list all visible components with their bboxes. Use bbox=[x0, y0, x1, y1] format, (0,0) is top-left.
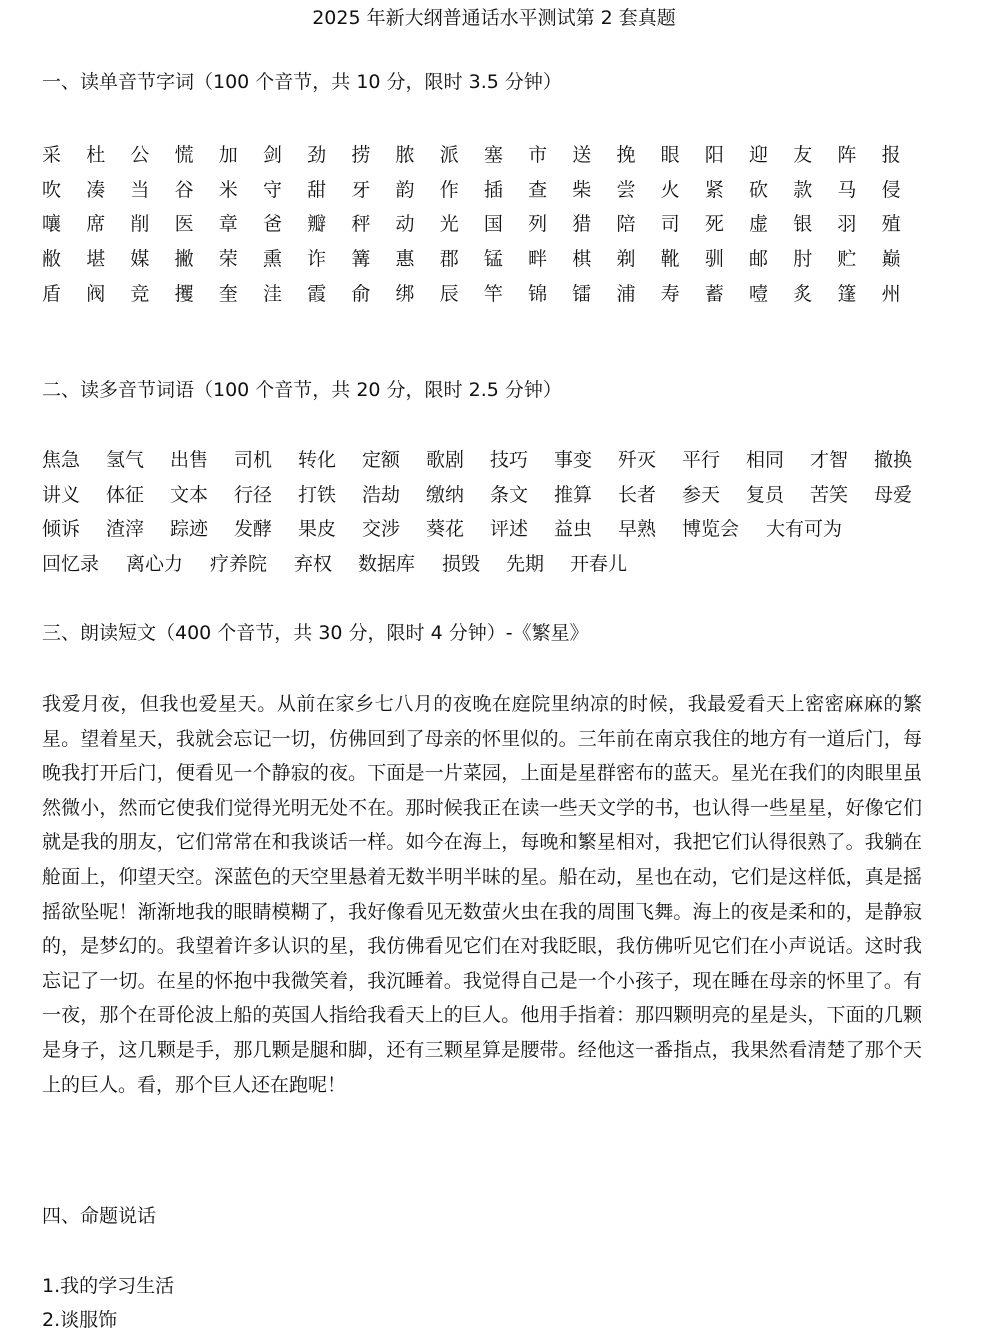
section3-heading: 三、朗读短文（400 个音节，共 30 分，限时 4 分钟）-《繁星》 bbox=[42, 622, 589, 644]
char-item: 郡 bbox=[439, 248, 459, 271]
reading-passage: 我爱月夜，但我也爱星天。从前在家乡七八月的夜晚在庭院里纳凉的时候，我最爱看天上密密麻麻的繁星。望着星天，我就会忘记一切，仿佛回到了母亲的怀里似的。三年前在南京我住的地方有一道后门，每晚我打开后门，便看见一个静寂的夜。下面是一片菜园，上面是星群密布的蓝天。星光在我们的肉眼里虽然微小，然而它使我们觉得光明无处不在。那时候我正在读一些天文学的书，也认得一些星星，好像它们就是我的朋友，它们常常在和我谈话一样。如今在海上，每晚和繁星相对，我把它们认得很熟了。我躺在舱面上，仰望天空。深蓝色的天空里悬着无数半明半昧的星。船在动，星也在动，它们是这样低，真是摇摇欲坠呢！渐渐地我的眼睛模糊了，我好像看见无数萤火虫在我的周围飞舞。海上的夜是柔和的，是静寂的，是梦幻的。我望着许多认识的星，我仿佛看见它们在对我眨眼，我仿佛听见它们在小声说话。这时我忘记了一切。在星的怀抱中我微笑着，我沉睡着。我觉得自己是一个小孩子，现在睡在母亲的怀里了。有一夜，那个在哥伦波上船的英国人指给我看天上的巨人。他用手指着：那四颗明亮的星是头，下面的几颗是身子，这几颗是手，那几颗是腿和脚，还有三颗星算是腰带。经他这一番指点，我果然看清楚了那个天上的巨人。看，那个巨人还在跑呢！ bbox=[42, 693, 922, 1096]
char-item: 寿 bbox=[660, 282, 680, 305]
word-row bbox=[42, 515, 942, 550]
word-item: 长者 bbox=[618, 483, 657, 506]
char-item: 虚 bbox=[749, 213, 769, 236]
char-item: 款 bbox=[793, 178, 813, 201]
char-item: 奎 bbox=[218, 282, 238, 305]
char-item: 浦 bbox=[616, 282, 636, 305]
char-item: 巅 bbox=[881, 248, 901, 271]
char-item: 竞 bbox=[130, 282, 150, 305]
char-item: 诈 bbox=[307, 248, 327, 271]
char-item: 火 bbox=[660, 178, 680, 201]
word-item: 文本 bbox=[170, 483, 209, 506]
word-item: 定额 bbox=[362, 449, 401, 471]
char-item: 友 bbox=[793, 144, 813, 167]
char-row bbox=[42, 242, 926, 277]
char-item: 塞 bbox=[483, 144, 503, 167]
char-item: 肘 bbox=[793, 248, 813, 271]
char-item: 医 bbox=[174, 213, 194, 236]
char-item: 作 bbox=[439, 178, 459, 201]
char-item: 迎 bbox=[749, 144, 769, 167]
char-item: 杜 bbox=[86, 144, 106, 167]
char-item: 挽 bbox=[616, 144, 636, 167]
char-item: 谷 bbox=[174, 178, 194, 201]
char-item: 辰 bbox=[439, 282, 459, 305]
word-item: 损毁 bbox=[442, 553, 481, 576]
topic-item-2: 2.谈服饰 bbox=[42, 1309, 118, 1331]
word-item: 发酵 bbox=[234, 518, 273, 541]
word-item: 先期 bbox=[506, 553, 545, 576]
single-syllable-grid bbox=[42, 138, 926, 311]
char-item: 媒 bbox=[130, 248, 150, 271]
char-item: 阵 bbox=[837, 144, 857, 167]
word-item: 益虫 bbox=[554, 518, 593, 541]
word-item: 回忆录 bbox=[42, 553, 100, 576]
char-item: 采 bbox=[42, 144, 62, 167]
word-item: 司机 bbox=[234, 449, 273, 471]
word-item: 推算 bbox=[554, 483, 593, 506]
word-item: 讲义 bbox=[42, 483, 81, 506]
word-item: 开春儿 bbox=[570, 553, 628, 576]
word-item: 才智 bbox=[810, 449, 849, 471]
word-item: 撤换 bbox=[874, 449, 913, 471]
char-item: 殖 bbox=[881, 213, 901, 236]
word-item: 条文 bbox=[490, 483, 529, 506]
char-item: 送 bbox=[572, 144, 592, 167]
char-item: 贮 bbox=[837, 248, 857, 271]
char-item: 眼 bbox=[660, 144, 680, 167]
char-item: 荣 bbox=[218, 248, 238, 271]
char-item: 剑 bbox=[262, 144, 282, 167]
char-item: 捞 bbox=[351, 144, 371, 167]
word-item: 博览会 bbox=[682, 518, 740, 541]
char-item: 锰 bbox=[483, 248, 503, 271]
word-item: 歌剧 bbox=[426, 449, 465, 471]
word-item: 早熟 bbox=[618, 518, 657, 541]
char-item: 畔 bbox=[528, 248, 548, 271]
char-item: 洼 bbox=[262, 282, 282, 305]
word-item: 歼灭 bbox=[618, 449, 657, 471]
word-item: 果皮 bbox=[298, 518, 337, 541]
word-item: 参天 bbox=[682, 483, 721, 506]
char-item: 噎 bbox=[749, 282, 769, 305]
word-item: 倾诉 bbox=[42, 518, 81, 541]
char-item: 阀 bbox=[86, 282, 106, 305]
char-item: 俞 bbox=[351, 282, 371, 305]
char-item: 炙 bbox=[793, 282, 813, 305]
char-item: 脓 bbox=[395, 144, 415, 167]
page-title: 2025 年新大纲普通话水平测试第 2 套真题 bbox=[312, 7, 676, 29]
char-item: 章 bbox=[218, 213, 238, 236]
char-item: 瓣 bbox=[307, 213, 327, 236]
word-item: 踪迹 bbox=[170, 518, 209, 541]
char-item: 席 bbox=[86, 213, 106, 236]
char-item: 盾 bbox=[42, 282, 62, 305]
word-item: 弃权 bbox=[294, 553, 333, 576]
word-item: 缴纳 bbox=[426, 483, 465, 506]
char-item: 凑 bbox=[86, 178, 106, 201]
char-item: 蓄 bbox=[704, 282, 724, 305]
word-item: 渣滓 bbox=[106, 518, 145, 541]
word-item: 复员 bbox=[746, 483, 785, 506]
char-item: 公 bbox=[130, 144, 150, 167]
word-item: 体征 bbox=[106, 483, 145, 506]
char-item: 州 bbox=[881, 282, 901, 305]
char-item: 砍 bbox=[749, 178, 769, 201]
word-item: 相同 bbox=[746, 449, 785, 471]
char-item: 羽 bbox=[837, 213, 857, 236]
char-item: 嚷 bbox=[42, 213, 62, 236]
char-item: 牙 bbox=[351, 178, 371, 201]
word-item: 葵花 bbox=[426, 518, 465, 541]
word-item: 疗养院 bbox=[210, 553, 268, 576]
char-item: 撇 bbox=[174, 248, 194, 271]
char-row bbox=[42, 207, 926, 242]
word-item: 技巧 bbox=[490, 449, 529, 471]
char-item: 韵 bbox=[395, 178, 415, 201]
word-item: 交涉 bbox=[362, 518, 401, 541]
char-item: 驯 bbox=[704, 248, 724, 271]
word-item: 浩劫 bbox=[362, 483, 401, 506]
word-row bbox=[42, 550, 942, 585]
word-item: 评述 bbox=[490, 518, 529, 541]
char-item: 镭 bbox=[572, 282, 592, 305]
word-item: 氢气 bbox=[106, 449, 145, 471]
char-item: 查 bbox=[528, 178, 548, 201]
word-row bbox=[42, 446, 942, 481]
char-item: 司 bbox=[660, 213, 680, 236]
char-row bbox=[42, 173, 926, 208]
word-item: 出售 bbox=[170, 449, 209, 471]
char-row bbox=[42, 276, 926, 311]
char-item: 动 bbox=[395, 213, 415, 236]
section4-heading: 四、命题说话 bbox=[42, 1205, 157, 1227]
char-item: 削 bbox=[130, 213, 150, 236]
char-item: 派 bbox=[439, 144, 459, 167]
char-item: 猎 bbox=[572, 213, 592, 236]
char-item: 邮 bbox=[749, 248, 769, 271]
char-item: 陪 bbox=[616, 213, 636, 236]
char-item: 吹 bbox=[42, 178, 62, 201]
char-item: 攫 bbox=[174, 282, 194, 305]
char-item: 守 bbox=[262, 178, 282, 201]
char-item: 报 bbox=[881, 144, 901, 167]
word-item: 离心力 bbox=[126, 553, 184, 576]
char-item: 银 bbox=[793, 213, 813, 236]
char-item: 插 bbox=[483, 178, 503, 201]
char-item: 慌 bbox=[174, 144, 194, 167]
char-item: 竿 bbox=[483, 282, 503, 305]
word-item: 焦急 bbox=[42, 449, 81, 471]
char-row bbox=[42, 138, 926, 173]
char-item: 靴 bbox=[660, 248, 680, 271]
char-item: 爸 bbox=[262, 213, 282, 236]
word-item: 行径 bbox=[234, 483, 273, 506]
char-item: 熏 bbox=[262, 248, 282, 271]
char-item: 尝 bbox=[616, 178, 636, 201]
char-item: 绑 bbox=[395, 282, 415, 305]
char-item: 篷 bbox=[837, 282, 857, 305]
char-item: 当 bbox=[130, 178, 150, 201]
char-item: 列 bbox=[528, 213, 548, 236]
char-item: 光 bbox=[439, 213, 459, 236]
word-item: 打铁 bbox=[298, 483, 337, 506]
multi-syllable-grid bbox=[42, 446, 942, 585]
word-item: 平行 bbox=[682, 449, 721, 471]
char-item: 死 bbox=[704, 213, 724, 236]
section1-heading: 一、读单音节字词（100 个音节，共 10 分，限时 3.5 分钟） bbox=[42, 71, 562, 93]
char-item: 紧 bbox=[704, 178, 724, 201]
word-item: 数据库 bbox=[358, 553, 416, 576]
word-item: 苦笑 bbox=[810, 483, 849, 506]
char-item: 堪 bbox=[86, 248, 106, 271]
topic-item-1: 1.我的学习生活 bbox=[42, 1275, 175, 1297]
char-item: 柴 bbox=[572, 178, 592, 201]
word-item: 母爱 bbox=[874, 483, 913, 506]
char-item: 秤 bbox=[351, 213, 371, 236]
char-item: 市 bbox=[528, 144, 548, 167]
word-row bbox=[42, 481, 942, 516]
char-item: 侵 bbox=[881, 178, 901, 201]
char-item: 剃 bbox=[616, 248, 636, 271]
char-item: 敝 bbox=[42, 248, 62, 271]
char-item: 棋 bbox=[572, 248, 592, 271]
char-item: 霞 bbox=[307, 282, 327, 305]
section2-heading: 二、读多音节词语（100 个音节，共 20 分，限时 2.5 分钟） bbox=[42, 379, 562, 401]
char-item: 篝 bbox=[351, 248, 371, 271]
char-item: 米 bbox=[218, 178, 238, 201]
word-item: 事变 bbox=[554, 449, 593, 471]
char-item: 马 bbox=[837, 178, 857, 201]
char-item: 惠 bbox=[395, 248, 415, 271]
char-item: 甜 bbox=[307, 178, 327, 201]
char-item: 劲 bbox=[307, 144, 327, 167]
word-item: 转化 bbox=[298, 449, 337, 471]
char-item: 加 bbox=[218, 144, 238, 167]
char-item: 阳 bbox=[704, 144, 724, 167]
char-item: 国 bbox=[483, 213, 503, 236]
word-item: 大有可为 bbox=[766, 518, 843, 541]
char-item: 锦 bbox=[528, 282, 548, 305]
